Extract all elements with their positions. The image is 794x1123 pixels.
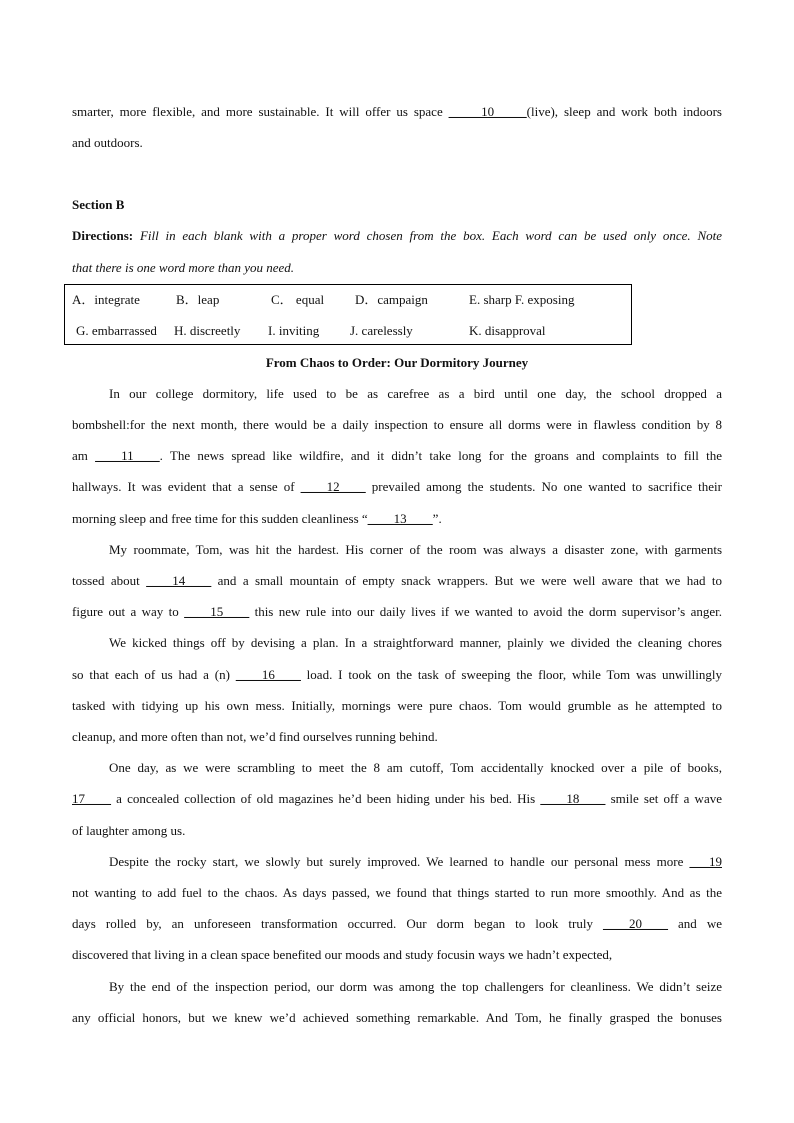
text-run: By the end of the inspection period, our dorm was among the top challengers for cleanliness. We didn’t seize <box>109 979 722 994</box>
text-run: (live), sleep and work both indoors <box>526 104 722 119</box>
blank: ____13____ <box>367 511 433 526</box>
passage-line <box>72 604 722 620</box>
text-run: cleanup, and more often than not, we’d find ourselves running behind. <box>72 729 438 744</box>
text-run: prevailed among the students. No one wanted to sacrifice their <box>365 479 722 494</box>
text-run: In our college dormitory, life used to be as carefree as a bird until one day, the school dropped a <box>109 386 722 401</box>
text-run: hallways. It was evident that a sense of <box>72 479 301 494</box>
passage-line <box>72 667 722 683</box>
option-b: B．leap <box>176 292 220 307</box>
blank: ____14____ <box>146 573 212 588</box>
directions-label: Directions: <box>72 228 140 243</box>
text-run: load. I took on the task of sweeping the floor, while Tom was unwillingly <box>300 667 723 682</box>
option-g: G. embarrassed <box>76 323 157 338</box>
blank: ____18____ <box>540 791 606 806</box>
text-run: so that each of us had a (n) <box>72 667 236 682</box>
text-run: tossed about <box>72 573 147 588</box>
text-run: Despite the rocky start, we slowly but surely improved. We learned to handle our personal mess more <box>109 854 690 869</box>
passage-line <box>72 916 722 932</box>
passage-line <box>72 947 722 963</box>
passage-line <box>72 573 722 589</box>
text-run: any official honors, but we knew we’d achieved something remarkable. And Tom, he finally grasped the bonuses <box>72 1010 722 1025</box>
passage-line <box>72 729 722 745</box>
passage-line <box>109 979 722 995</box>
text-run: and we <box>668 916 722 931</box>
option-d: D．campaign <box>355 292 428 307</box>
text-run: figure out a way to <box>72 604 185 619</box>
passage-line <box>72 448 722 464</box>
text-run: days rolled by, an unforeseen transformation occurred. Our dorm began to look truly <box>72 916 603 931</box>
directions-line-2: that there is one word more than you need. <box>72 260 295 275</box>
text-run: and a small mountain of empty snack wrappers. But we were well aware that we had to <box>211 573 722 588</box>
text-run: One day, as we were scrambling to meet the 8 am cutoff, Tom accidentally knocked over a pile of books, <box>109 760 722 775</box>
passage-line <box>72 885 722 901</box>
intro-line-1 <box>72 104 722 120</box>
option-c: C． equal <box>271 292 325 307</box>
passage-line <box>109 542 722 558</box>
text-run: We kicked things off by devising a plan. In a straightforward manner, plainly we divided the cleaning chores <box>109 635 722 650</box>
blank: ____20____ <box>603 916 668 931</box>
text-run: ”. <box>432 511 442 526</box>
blank: 17____ <box>72 791 111 806</box>
passage-line <box>72 1010 722 1026</box>
text-run: discovered that living in a clean space benefited our moods and study focusin ways we hadn’t expected, <box>72 947 613 962</box>
passage-line <box>109 386 722 402</box>
passage-line <box>72 511 722 527</box>
text-run: not wanting to add fuel to the chaos. As days passed, we found that things started to run more smoothly. And as the <box>72 885 722 900</box>
directions-line-1 <box>72 228 722 244</box>
passage-line <box>109 760 722 776</box>
blank: ___19 <box>689 854 722 869</box>
intro-line-2: and outdoors. <box>72 135 143 150</box>
text-run: am <box>72 448 96 463</box>
blank: ____12____ <box>300 479 366 494</box>
blank: ____15____ <box>184 604 250 619</box>
option-j: J. carelessly <box>350 323 413 338</box>
passage-line <box>72 417 722 433</box>
passage-line <box>109 635 722 651</box>
option-i: I. inviting <box>268 323 320 338</box>
passage-line <box>72 479 722 495</box>
passage-line <box>72 823 722 839</box>
text-run: of laughter among us. <box>72 823 186 838</box>
option-h: H. discreetly <box>174 323 241 338</box>
text-run: smarter, more flexible, and more sustainable. It will offer us space <box>72 104 449 119</box>
text-run: morning sleep and free time for this sudden cleanliness “ <box>72 511 368 526</box>
option-e-f: E. sharp F. exposing <box>469 292 575 307</box>
text-run: smile set off a wave <box>605 791 722 806</box>
text-run: My roommate, Tom, was hit the hardest. His corner of the room was always a disaster zone, with garments <box>109 542 722 557</box>
passage-line <box>109 854 722 870</box>
passage-line <box>72 698 722 714</box>
text-run: bombshell:for the next month, there would be a daily inspection to ensure all dorms were in flawless condition by 8 <box>72 417 722 432</box>
directions-text: Fill in each blank with a proper word chosen from the box. Each word can be used only once. Note <box>139 228 722 243</box>
text-run: this new rule into our daily lives if we wanted to avoid the dorm supervisor’s anger. <box>249 604 722 619</box>
text-run: tasked with tidying up his own mess. Initially, mornings were pure chaos. Tom would grumble as he attempted to <box>72 698 722 713</box>
passage-title: From Chaos to Order: Our Dormitory Journey <box>265 355 529 370</box>
section-heading: Section B <box>72 197 125 212</box>
blank: ____16____ <box>235 667 301 682</box>
blank: ____11____ <box>95 448 160 463</box>
text-run: . The news spread like wildfire, and it didn’t take long for the groans and complaints to fill the <box>159 448 722 463</box>
option-k: K. disapproval <box>469 323 546 338</box>
text-run: a concealed collection of old magazines he’d been hiding under his bed. His <box>111 791 541 806</box>
option-a: A．integrate <box>72 292 140 307</box>
blank-10: _____10_____ <box>448 104 527 119</box>
word-box <box>64 284 632 345</box>
passage-line <box>72 791 722 807</box>
